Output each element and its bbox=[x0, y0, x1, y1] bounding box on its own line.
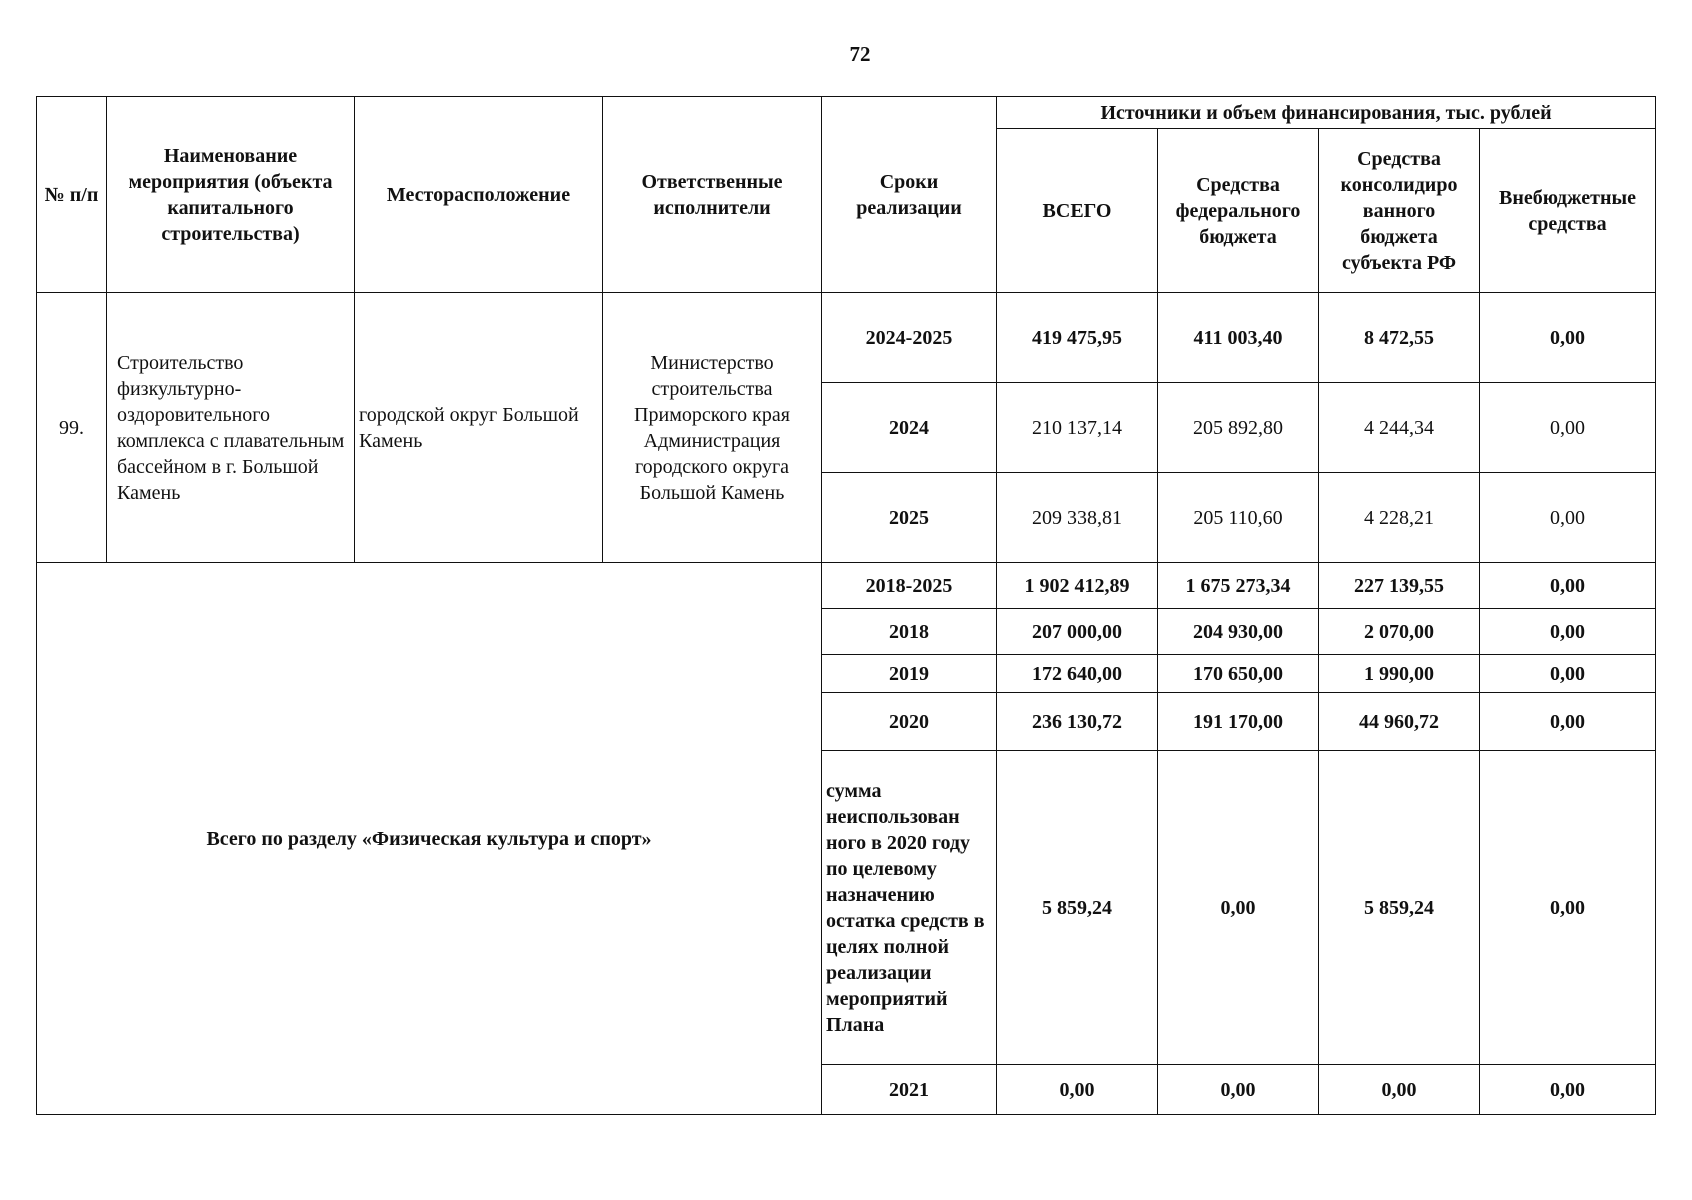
extra-cell: 0,00 bbox=[1480, 609, 1656, 655]
extra-cell: 0,00 bbox=[1480, 293, 1656, 383]
consolidated-cell: 5 859,24 bbox=[1319, 751, 1480, 1065]
extra-cell: 0,00 bbox=[1480, 1065, 1656, 1115]
consolidated-cell: 227 139,55 bbox=[1319, 563, 1480, 609]
term-cell: 2024 bbox=[822, 383, 997, 473]
term-cell: 2018-2025 bbox=[822, 563, 997, 609]
summary-row bbox=[37, 563, 1656, 609]
summary-label: Всего по разделу «Физическая культура и спорт» bbox=[37, 563, 822, 1115]
consolidated-cell: 44 960,72 bbox=[1319, 693, 1480, 751]
federal-cell: 411 003,40 bbox=[1158, 293, 1319, 383]
header-name: Наименование мероприятия (объекта капитального строительства) bbox=[107, 97, 355, 293]
total-cell: 419 475,95 bbox=[997, 293, 1158, 383]
consolidated-cell: 4 244,34 bbox=[1319, 383, 1480, 473]
extra-cell: 0,00 bbox=[1480, 655, 1656, 693]
consolidated-cell: 8 472,55 bbox=[1319, 293, 1480, 383]
extra-cell: 0,00 bbox=[1480, 751, 1656, 1065]
total-cell: 5 859,24 bbox=[997, 751, 1158, 1065]
term-cell: 2019 bbox=[822, 655, 997, 693]
term-cell: 2020 bbox=[822, 693, 997, 751]
federal-cell: 204 930,00 bbox=[1158, 609, 1319, 655]
total-cell: 0,00 bbox=[997, 1065, 1158, 1115]
total-cell: 210 137,14 bbox=[997, 383, 1158, 473]
header-responsible: Ответственные исполнители bbox=[603, 97, 822, 293]
federal-cell: 205 892,80 bbox=[1158, 383, 1319, 473]
federal-cell: 1 675 273,34 bbox=[1158, 563, 1319, 609]
extra-cell: 0,00 bbox=[1480, 693, 1656, 751]
federal-cell: 205 110,60 bbox=[1158, 473, 1319, 563]
page-number: 72 bbox=[849, 42, 871, 66]
total-cell: 207 000,00 bbox=[997, 609, 1158, 655]
term-cell: 2024-2025 bbox=[822, 293, 997, 383]
total-cell: 172 640,00 bbox=[997, 655, 1158, 693]
header-row-1 bbox=[37, 97, 1656, 129]
header-consolidated: Средства консолидиро ванного бюджета субъекта РФ bbox=[1319, 129, 1480, 293]
consolidated-cell: 1 990,00 bbox=[1319, 655, 1480, 693]
extra-cell: 0,00 bbox=[1480, 563, 1656, 609]
financing-table bbox=[36, 96, 1656, 1115]
total-cell: 1 902 412,89 bbox=[997, 563, 1158, 609]
consolidated-cell: 4 228,21 bbox=[1319, 473, 1480, 563]
header-federal: Средства федерального бюджета bbox=[1158, 129, 1319, 293]
consolidated-cell: 2 070,00 bbox=[1319, 609, 1480, 655]
federal-cell: 0,00 bbox=[1158, 1065, 1319, 1115]
header-total: ВСЕГО bbox=[997, 129, 1158, 293]
header-terms: Сроки реализации bbox=[822, 97, 997, 293]
header-location: Месторасположение bbox=[355, 97, 603, 293]
table-row bbox=[37, 293, 1656, 383]
consolidated-cell: 0,00 bbox=[1319, 1065, 1480, 1115]
term-cell: 2018 bbox=[822, 609, 997, 655]
extra-cell: 0,00 bbox=[1480, 473, 1656, 563]
total-cell: 209 338,81 bbox=[997, 473, 1158, 563]
federal-cell: 0,00 bbox=[1158, 751, 1319, 1065]
item-responsible: Министерство строительства Приморского края Администрация городского округа Большой Камень bbox=[603, 293, 822, 563]
item-name: Строительство физкультурно-оздоровительного комплекса с плавательным бассейном в г. Большой Камень bbox=[107, 293, 355, 563]
federal-cell: 191 170,00 bbox=[1158, 693, 1319, 751]
term-cell: сумма неиспользован ного в 2020 году по целевому назначению остатка средств в целях полной реализации мероприятий Плана bbox=[822, 751, 997, 1065]
header-sources-group: Источники и объем финансирования, тыс. рублей bbox=[997, 97, 1656, 129]
item-num: 99. bbox=[37, 293, 107, 563]
header-num: № п/п bbox=[37, 97, 107, 293]
term-cell: 2025 bbox=[822, 473, 997, 563]
total-cell: 236 130,72 bbox=[997, 693, 1158, 751]
term-cell: 2021 bbox=[822, 1065, 997, 1115]
item-location: городской округ Большой Камень bbox=[355, 293, 603, 563]
header-extra: Внебюджетные средства bbox=[1480, 129, 1656, 293]
extra-cell: 0,00 bbox=[1480, 383, 1656, 473]
federal-cell: 170 650,00 bbox=[1158, 655, 1319, 693]
